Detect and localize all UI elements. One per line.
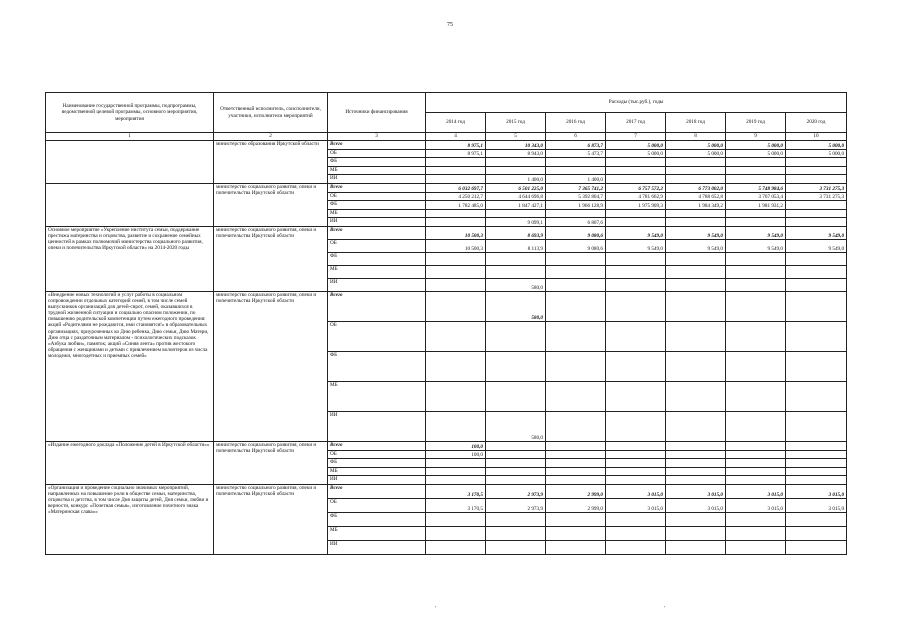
amount-cell <box>726 167 786 175</box>
funding-source: МБ <box>328 382 426 412</box>
amount-cell: 5 748 984,6 <box>726 184 786 193</box>
amount-cell: 1 400,0 <box>486 175 546 184</box>
amount-cell <box>426 468 486 476</box>
amount-cell <box>546 513 606 527</box>
amount-cell <box>786 175 847 184</box>
amount-cell <box>666 210 726 218</box>
funding-source: ОБ <box>328 193 426 201</box>
header-year: 2019 год <box>726 113 786 133</box>
column-number: 2 <box>214 133 328 141</box>
executor: министерство социального развития, опеки и попечительства Иркутской области <box>214 227 328 292</box>
amount-cell: 8 975,1 <box>426 150 486 158</box>
amount-cell: 580,0 <box>486 279 546 292</box>
header-expenses: Расходы (тыс.руб.), годы <box>426 93 847 113</box>
funding-source: ОБ <box>328 451 426 459</box>
amount-cell <box>426 292 486 322</box>
amount-cell: 7 365 741,2 <box>546 184 606 193</box>
amount-cell: 9 549,0 <box>726 227 786 240</box>
amount-cell: 9 549,0 <box>606 227 666 240</box>
column-number: 3 <box>328 133 426 141</box>
amount-cell: 6 032 697,7 <box>426 184 486 193</box>
amount-cell <box>426 266 486 279</box>
scan-mark: ' <box>664 606 666 612</box>
amount-cell: 2 973,9 <box>486 485 546 499</box>
amount-cell: 3 731 275,3 <box>786 193 847 201</box>
header-year: 2017 год <box>606 113 666 133</box>
amount-cell <box>726 322 786 352</box>
amount-cell <box>486 527 546 541</box>
amount-cell <box>546 292 606 322</box>
amount-cell <box>666 292 726 322</box>
amount-cell: 1 782 485,0 <box>426 201 486 210</box>
amount-cell <box>786 468 847 476</box>
amount-cell: 5 000,0 <box>666 141 726 150</box>
funding-source: Всего <box>328 292 426 322</box>
funding-source: ИИ <box>328 218 426 227</box>
funding-source: Всего <box>328 184 426 193</box>
amount-cell <box>666 167 726 175</box>
amount-cell: 6 807,6 <box>546 218 606 227</box>
amount-cell <box>786 167 847 175</box>
amount-cell: 4 644 696,8 <box>486 193 546 201</box>
amount-cell: 5 000,0 <box>726 150 786 158</box>
amount-cell <box>486 476 546 485</box>
amount-cell <box>486 322 546 352</box>
funding-source: ОБ <box>328 150 426 158</box>
amount-cell: 3 170,5 <box>426 499 486 513</box>
amount-cell <box>666 253 726 266</box>
scan-mark: ' <box>435 606 437 612</box>
funding-source: ФБ <box>328 459 426 468</box>
column-number: 6 <box>546 133 606 141</box>
amount-cell <box>666 279 726 292</box>
amount-cell <box>666 412 726 442</box>
funding-source: МБ <box>328 266 426 279</box>
amount-cell <box>606 279 666 292</box>
amount-cell <box>486 513 546 527</box>
amount-cell: 1 984 349,2 <box>666 201 726 210</box>
executor: министерство социального развития, опеки и попечительства Иркутской области <box>214 442 328 485</box>
measure-description: «Организация и проведение социально значимых мероприятий, направленных на повышение роли в обществе семьи, материнства, отцовства и детства, в том числе Дня защиты детей, Дня семьи, любви и верности, конкурс «Почетная семья», изготовление почетного знака «Материнская слава»» <box>46 485 214 555</box>
amount-cell <box>486 451 546 459</box>
amount-cell <box>606 322 666 352</box>
funding-source: ОБ <box>328 499 426 513</box>
header-year: 2016 год <box>546 113 606 133</box>
amount-cell <box>426 412 486 442</box>
amount-cell: 4 788 652,8 <box>666 193 726 201</box>
executor: министерство социального развития, опеки и попечительства Иркутской области <box>214 485 328 555</box>
funding-source: ФБ <box>328 352 426 382</box>
amount-cell <box>606 451 666 459</box>
amount-cell <box>486 167 546 175</box>
amount-cell <box>786 442 847 451</box>
amount-cell <box>726 266 786 279</box>
amount-cell <box>666 175 726 184</box>
amount-cell <box>426 279 486 292</box>
amount-cell: 6 773 002,0 <box>666 184 726 193</box>
amount-cell: 5 000,0 <box>606 150 666 158</box>
amount-cell <box>726 527 786 541</box>
funding-source: ФБ <box>328 158 426 167</box>
funding-source: Всего <box>328 442 426 451</box>
amount-cell: 100,0 <box>426 451 486 459</box>
amount-cell <box>486 459 546 468</box>
amount-cell <box>546 167 606 175</box>
amount-cell <box>486 253 546 266</box>
table-row <box>46 442 847 451</box>
amount-cell <box>786 279 847 292</box>
amount-cell <box>786 527 847 541</box>
amount-cell <box>606 541 666 555</box>
amount-cell <box>486 352 546 382</box>
amount-cell <box>666 158 726 167</box>
amount-cell: 3 015,0 <box>786 485 847 499</box>
header-year: 2020 год <box>786 113 847 133</box>
amount-cell: 580,0 <box>486 412 546 442</box>
amount-cell <box>606 382 666 412</box>
amount-cell: 3 015,0 <box>606 485 666 499</box>
amount-cell <box>786 158 847 167</box>
amount-cell <box>786 266 847 279</box>
funding-source: ФБ <box>328 201 426 210</box>
amount-cell <box>786 476 847 485</box>
amount-cell <box>546 158 606 167</box>
amount-cell: 9 549,0 <box>786 240 847 253</box>
amount-cell: 1 966 128,9 <box>546 201 606 210</box>
amount-cell <box>666 513 726 527</box>
column-number: 5 <box>486 133 546 141</box>
funding-source: Всего <box>328 485 426 499</box>
amount-cell <box>666 218 726 227</box>
amount-cell <box>606 292 666 322</box>
table-row <box>46 292 847 322</box>
amount-cell: 6 873,7 <box>546 141 606 150</box>
amount-cell <box>546 253 606 266</box>
executor: министерство социального развития, опеки и попечительства Иркутской области <box>214 292 328 442</box>
amount-cell <box>726 253 786 266</box>
amount-cell <box>486 158 546 167</box>
funding-source: ИИ <box>328 476 426 485</box>
table-row <box>46 227 847 240</box>
amount-cell <box>606 527 666 541</box>
measure-description: «Внедрение новых технологий и услуг работы в социальном сопровождении отдельных категорий семей, в том числе семей выпускников организаций для детей-сирот, семей, оказавшихся в трудной жизненной ситуации и социально опасном положении, по повышению родительской компетенции путем ежегодного проведения: акций «Родителями не рождаются, ими становятся!» в образовательных организациях, приуроченных ко Дню ребенка, Дню семьи, Дню Матери, Дню отца с раздаточным материалом - психологических подсказок «Азбука любви», памяток; акций «Синяя лента» против жестокого обращения с женщинами и детьми с привлечением волонтеров из числа молодежи, многодетных и приемных семей» <box>46 292 214 442</box>
amount-cell <box>726 218 786 227</box>
amount-cell <box>726 513 786 527</box>
header-year: 2018 год <box>666 113 726 133</box>
amount-cell: 4 250 212,7 <box>426 193 486 201</box>
amount-cell: 1 400,0 <box>546 175 606 184</box>
amount-cell <box>486 382 546 412</box>
measure-description <box>46 141 214 184</box>
amount-cell <box>726 459 786 468</box>
column-number: 10 <box>786 133 847 141</box>
amount-cell <box>546 322 606 352</box>
header-name: Наименование государственной программы, подпрограммы, ведомственной целевой программы, основного мероприятия, мероприятия <box>46 93 214 133</box>
amount-cell: 10 343,0 <box>486 141 546 150</box>
amount-cell <box>726 541 786 555</box>
column-number: 9 <box>726 133 786 141</box>
amount-cell <box>426 322 486 352</box>
amount-cell: 3 015,0 <box>726 499 786 513</box>
amount-cell: 2 999,0 <box>546 485 606 499</box>
amount-cell <box>486 541 546 555</box>
amount-cell <box>546 352 606 382</box>
funding-source: Всего <box>328 141 426 150</box>
amount-cell <box>666 541 726 555</box>
amount-cell: 9 549,0 <box>726 240 786 253</box>
executor: министерство социального развития, опеки и попечительства Иркутской области <box>214 184 328 227</box>
amount-cell: 10 500,3 <box>426 240 486 253</box>
amount-cell: 2 999,0 <box>546 499 606 513</box>
amount-cell <box>546 527 606 541</box>
funding-source: ФБ <box>328 253 426 266</box>
amount-cell <box>606 352 666 382</box>
amount-cell <box>426 476 486 485</box>
amount-cell <box>546 382 606 412</box>
amount-cell <box>786 292 847 322</box>
amount-cell <box>666 459 726 468</box>
amount-cell: 6 757 572,2 <box>606 184 666 193</box>
amount-cell: 9 549,0 <box>666 227 726 240</box>
amount-cell <box>726 412 786 442</box>
amount-cell <box>606 158 666 167</box>
amount-cell: 3 015,0 <box>786 499 847 513</box>
amount-cell <box>606 476 666 485</box>
amount-cell <box>606 253 666 266</box>
amount-cell <box>546 476 606 485</box>
amount-cell <box>786 201 847 210</box>
amount-cell <box>786 513 847 527</box>
funding-source: ОБ <box>328 240 426 253</box>
amount-cell <box>486 266 546 279</box>
amount-cell <box>726 476 786 485</box>
funding-source: Всего <box>328 227 426 240</box>
amount-cell: 9 080,6 <box>546 227 606 240</box>
amount-cell <box>546 210 606 218</box>
amount-cell <box>666 352 726 382</box>
measure-description: «Издание ежегодного доклада «Положение детей в Иркутской области»» <box>46 442 214 485</box>
column-number: 7 <box>606 133 666 141</box>
amount-cell: 8 975,1 <box>426 141 486 150</box>
amount-cell <box>726 279 786 292</box>
amount-cell <box>666 322 726 352</box>
funding-source: ИИ <box>328 412 426 442</box>
column-number: 4 <box>426 133 486 141</box>
amount-cell <box>546 451 606 459</box>
amount-cell: 3 015,0 <box>666 499 726 513</box>
table-row <box>46 184 847 193</box>
amount-cell <box>426 167 486 175</box>
amount-cell: 8 693,9 <box>486 227 546 240</box>
amount-cell <box>726 292 786 322</box>
amount-cell: 5 000,0 <box>666 150 726 158</box>
amount-cell <box>546 442 606 451</box>
column-number: 1 <box>46 133 214 141</box>
amount-cell: 4 781 662,9 <box>606 193 666 201</box>
amount-cell: 8 943,0 <box>486 150 546 158</box>
amount-cell <box>546 279 606 292</box>
amount-cell <box>426 253 486 266</box>
amount-cell: 1 847 427,1 <box>486 201 546 210</box>
amount-cell: 2 973,9 <box>486 499 546 513</box>
funding-source: МБ <box>328 210 426 218</box>
amount-cell <box>426 459 486 468</box>
amount-cell <box>486 442 546 451</box>
amount-cell <box>606 412 666 442</box>
amount-cell <box>786 210 847 218</box>
amount-cell: 3 731 275,3 <box>786 184 847 193</box>
amount-cell <box>426 158 486 167</box>
amount-cell: 3 170,5 <box>426 485 486 499</box>
amount-cell <box>666 476 726 485</box>
amount-cell <box>606 513 666 527</box>
funding-source: ИИ <box>328 175 426 184</box>
amount-cell <box>666 382 726 412</box>
header-year: 2015 год <box>486 113 546 133</box>
amount-cell <box>606 468 666 476</box>
funding-source: ФБ <box>328 513 426 527</box>
amount-cell <box>426 541 486 555</box>
expenditure-table <box>45 92 847 555</box>
amount-cell <box>606 459 666 468</box>
amount-cell: 5 473,7 <box>546 150 606 158</box>
amount-cell <box>546 468 606 476</box>
funding-source: МБ <box>328 167 426 175</box>
amount-cell <box>426 210 486 218</box>
funding-source: МБ <box>328 468 426 476</box>
amount-cell: 1 981 931,2 <box>726 201 786 210</box>
measure-description <box>46 184 214 227</box>
amount-cell <box>786 541 847 555</box>
amount-cell <box>486 468 546 476</box>
amount-cell <box>726 210 786 218</box>
amount-cell <box>426 527 486 541</box>
amount-cell: 580,0 <box>486 292 546 322</box>
funding-source: ОБ <box>328 322 426 352</box>
amount-cell <box>726 442 786 451</box>
amount-cell: 9 549,0 <box>666 240 726 253</box>
executor: министерство образования Иркутской области <box>214 141 328 184</box>
amount-cell <box>666 266 726 279</box>
amount-cell: 3 015,0 <box>726 485 786 499</box>
amount-cell <box>726 382 786 412</box>
amount-cell <box>726 468 786 476</box>
amount-cell <box>606 442 666 451</box>
amount-cell <box>426 218 486 227</box>
amount-cell <box>606 210 666 218</box>
amount-cell <box>426 352 486 382</box>
amount-cell: 9 099,1 <box>486 218 546 227</box>
amount-cell <box>546 412 606 442</box>
amount-cell <box>666 468 726 476</box>
amount-cell <box>786 382 847 412</box>
amount-cell <box>786 322 847 352</box>
amount-cell <box>546 541 606 555</box>
column-number: 8 <box>666 133 726 141</box>
amount-cell <box>726 352 786 382</box>
amount-cell: 6 501 225,0 <box>486 184 546 193</box>
amount-cell: 5 000,0 <box>786 150 847 158</box>
amount-cell <box>786 253 847 266</box>
amount-cell <box>546 459 606 468</box>
funding-source: ИИ <box>328 541 426 555</box>
amount-cell: 5 000,0 <box>786 141 847 150</box>
table-row <box>46 485 847 499</box>
amount-cell <box>786 218 847 227</box>
header-source: Источники финансирования <box>328 93 426 133</box>
amount-cell: 3 767 053,4 <box>726 193 786 201</box>
amount-cell <box>786 451 847 459</box>
amount-cell <box>726 175 786 184</box>
amount-cell <box>546 266 606 279</box>
amount-cell: 5 000,0 <box>606 141 666 150</box>
amount-cell <box>726 451 786 459</box>
funding-source: ИИ <box>328 279 426 292</box>
amount-cell <box>786 352 847 382</box>
page-number: 75 <box>447 22 453 28</box>
amount-cell: 10 500,3 <box>426 227 486 240</box>
amount-cell: 3 015,0 <box>606 499 666 513</box>
amount-cell <box>786 459 847 468</box>
amount-cell: 9 549,0 <box>786 227 847 240</box>
amount-cell <box>666 451 726 459</box>
amount-cell <box>786 412 847 442</box>
amount-cell <box>606 218 666 227</box>
amount-cell: 9 549,0 <box>606 240 666 253</box>
amount-cell <box>426 382 486 412</box>
amount-cell: 5 000,0 <box>726 141 786 150</box>
amount-cell <box>666 527 726 541</box>
amount-cell <box>726 158 786 167</box>
measure-description: Основное мероприятие «Укрепление института семьи, поддержание престижа материнства и отцовства, развитие и сохранение семейных ценностей в рамках полномочий министерства социального развития, опеки и попечительства Иркутской области» на 2014-2020 годы <box>46 227 214 292</box>
table-row <box>46 141 847 150</box>
amount-cell <box>606 175 666 184</box>
amount-cell: 5 392 804,7 <box>546 193 606 201</box>
amount-cell <box>426 513 486 527</box>
amount-cell <box>666 442 726 451</box>
amount-cell: 3 015,0 <box>666 485 726 499</box>
funding-source: МБ <box>328 527 426 541</box>
amount-cell: 1 975 909,3 <box>606 201 666 210</box>
amount-cell <box>606 266 666 279</box>
amount-cell <box>426 175 486 184</box>
header-year: 2014 год <box>426 113 486 133</box>
amount-cell: 8 113,9 <box>486 240 546 253</box>
amount-cell: 100,0 <box>426 442 486 451</box>
amount-cell <box>606 167 666 175</box>
amount-cell <box>486 210 546 218</box>
amount-cell: 9 080,6 <box>546 240 606 253</box>
header-executor: Ответственный исполнитель, соисполнители, участники, исполнители мероприятий <box>214 93 328 133</box>
